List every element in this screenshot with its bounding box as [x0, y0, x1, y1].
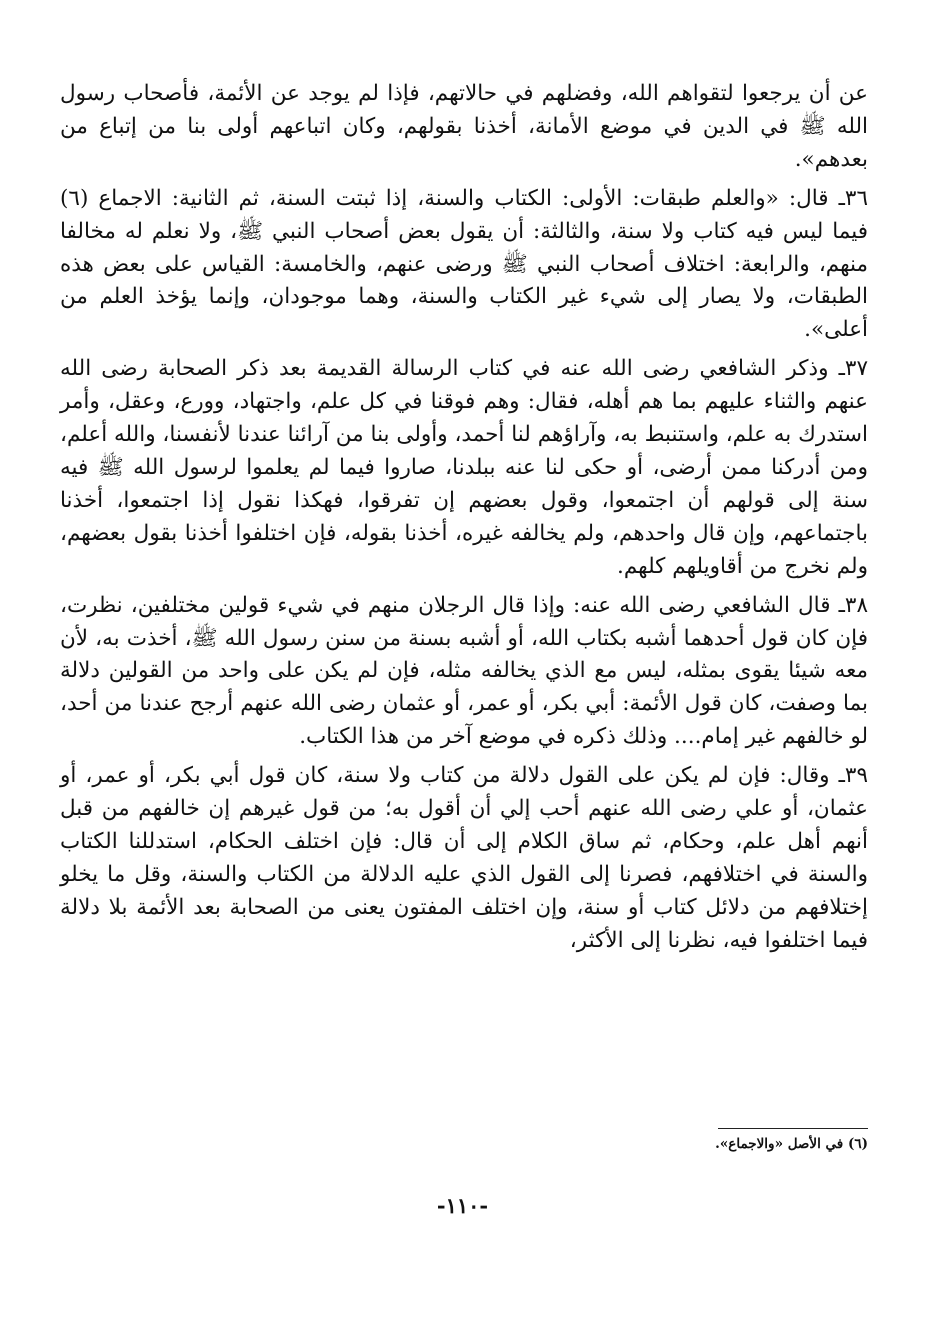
footnote: (٦) في الأصل «والاجماع».: [715, 1136, 868, 1152]
paragraph-continuation: عن أن يرجعوا لتقواهم الله، وفضلهم في حالاتهم، فإذا لم يوجد عن الأئمة، فأصحاب رسول الله ﷺ في الدين في موضع الأمانة، أخذنا بقولهم، وكان اتباعهم أولى بنا من إتباع من بعدهم».: [60, 81, 868, 172]
page-body: [60, 78, 868, 958]
paragraph-36: ٣٦ـ قال: «والعلم طبقات: الأولى: الكتاب والسنة، إذا ثبتت السنة، ثم الثانية: الاجماع (٦) فيما ليس فيه كتاب ولا سنة، والثالثة: أن يقول بعض أصحاب النبي ﷺ، ولا نعلم له مخالفا منهم، والرابعة: اختلاف أصحاب النبي ﷺ ورضى عنهم، والخامسة: القياس على بعض هذه الطبقات، ولا يصار إلى شيء غير الكتاب والسنة، وهما موجودان، وإنما يؤخذ العلم من أعلى».: [60, 185, 868, 343]
paragraph-37: ٣٧ـ وذكر الشافعي رضى الله عنه في كتاب الرسالة القديمة بعد ذكر الصحابة رضى الله عنهم والثناء عليهم بما هم أهله، فقال: وهم فوقنا في كل علم، واجتهاد، وورع، وعقل، وأمر استدرك به علم، واستنبط به، وآراؤهم لنا أحمد، وأولى بنا من آرائنا عندنا لأنفسنا، والله أعلم، ومن أدركنا ممن أرضى، أو حكى لنا عنه ببلدنا، صاروا فيما لم يعلموا لرسول الله ﷺ فيه سنة إلى قولهم أن اجتمعوا، وقول بعضهم إن تفرقوا، فهكذا نقول إذا اجتمعوا، أخذنا باجتماعهم، وإن قال واحدهم، ولم يخالفه غيره، أخذنا بقوله، فإن اختلفوا أخذنا بقول بعضهم، ولم نخرج من أقاويلهم كلهم.: [60, 356, 868, 579]
page-number: -١١٠-: [436, 1193, 489, 1218]
paragraph-39: ٣٩ـ وقال: فإن لم يكن على القول دلالة من كتاب ولا سنة، كان قول أبي بكر، أو عمر، أو عثمان، أو علي رضى الله عنهم أحب إلي أن أقول به؛ من قول غيرهم إن خالفهم من قبل أنهم أهل علم، وحكام، ثم ساق الكلام إلى أن قال: فإن اختلف الحكام، استدللنا الكتاب والسنة في اختلافهم، فصرنا إلى القول الذي عليه الدلالة من الكتاب والسنة، وقل ما يخلو إختلافهم من دلائل كتاب أو سنة، وإن اختلف المفتون يعنى من الصحابة بعد الأئمة بلا دلالة فيما اختلفوا فيه، نظرنا إلى الأكثر،: [60, 763, 868, 953]
paragraph-38: ٣٨ـ قال الشافعي رضى الله عنه: وإذا قال الرجلان منهم في شيء قولين مختلفين، نظرت، فإن كان قول أحدهما أشبه بكتاب الله، أو أشبه بسنة من سنن رسول الله ﷺ، أخذت به، لأن معه شيئا يقوى بمثله، ليس مع الذي يخالفه مثله، فإن لم يكن على واحد من القولين دلالة بما وصفت، كان قول الأئمة: أبي بكر، أو عمر، أو عثمان رضى الله عنهم أرجح عندنا من أحد، لو خالفهم غير إمام.... وذلك ذكره في موضع آخر من هذا الكتاب.: [60, 592, 868, 750]
footnote-divider: [718, 1128, 868, 1129]
